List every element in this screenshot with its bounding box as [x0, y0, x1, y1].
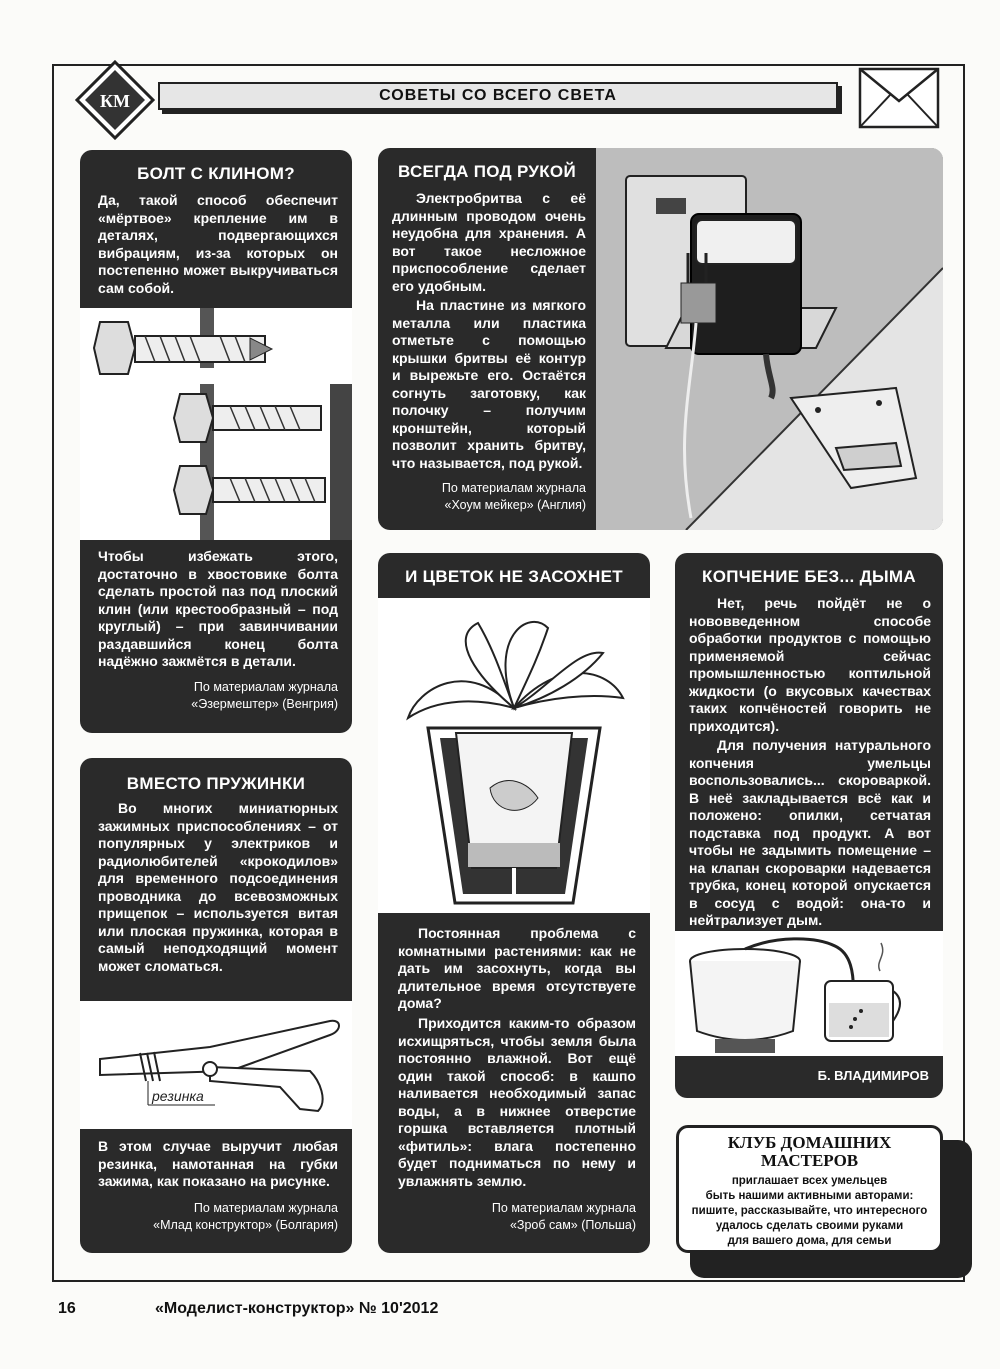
article-flower [378, 553, 650, 1253]
article-shaver-source-line1: По материалам журнала [441, 481, 586, 495]
club-line: пишите, рассказывайте, что интересного [691, 1205, 928, 1217]
logo-letters: КМ [99, 91, 131, 111]
article-bolt [80, 150, 352, 733]
article-shaver-source-line2: «Хоум мейкер» (Англия) [444, 498, 586, 512]
article-smoke-title: КОПЧЕНИЕ БЕЗ... ДЫМА [702, 567, 916, 586]
article-smoke-para1: Нет, речь пойдёт не о нововведенном способе обработки продуктов с помощью применяемой сейчас промышленностью коптильной жидкости (о вкусовых качествах таких копчёностей говорить не приходится). [689, 595, 931, 734]
article-bolt-source-line1: По материалам журнала [193, 680, 338, 694]
article-spring-title: ВМЕСТО ПРУЖИНКИ [126, 774, 306, 793]
article-flower-para1: Постоянная проблема с комнатными растениями: как не дать им засохнуть, когда вы длительное время отсутствуете дома? [398, 925, 636, 1011]
article-spring-body: В этом случае выручит любая резинка, намотанная на губки зажима, как показано на рисунке. [98, 1138, 338, 1189]
club-line: удалось сделать своими руками [715, 1220, 904, 1232]
article-bolt-body: Чтобы избежать этого, достаточно в хвостовике болта сделать простой паз под плоский клин (или крестообразный – под круглый) – при завинчивании раздавшийся конец болта надёжно зажмётся в детали. [98, 548, 338, 669]
article-spring-source-line2: «Млад конструктор» (Болгария) [153, 1218, 338, 1232]
club-title-line1: КЛУБ ДОМАШНИХ [727, 1133, 892, 1152]
article-bolt-intro: Да, такой способ обеспечит «мёртвое» крепление им в деталях, подвергающихся вибрациям, из-за которых он постепенно может выкручиваться сам собой. [98, 192, 338, 296]
club-title-line2: МАСТЕРОВ [760, 1151, 859, 1170]
article-smoke-author: Б. ВЛАДИМИРОВ [817, 1068, 929, 1083]
smoke-illustration [675, 931, 943, 1056]
club-line: быть нашими активными авторами: [705, 1190, 914, 1202]
magazine-logo-icon [75, 60, 155, 140]
shaver-drawing [596, 148, 943, 530]
bolt-drawing [80, 308, 352, 540]
article-smoke-para2: Для получения натурального копчения умельцы воспользовались... скороваркой. В неё закладывается всё как и положено: опилки, сетчатая подставка под продукт. А вот чтобы не задымить помещение – на клапан скороварки надевается трубка, конец которой опускается в сосуд с водой: она-то и нейтрализует дым. [689, 737, 931, 928]
article-bolt-source-line2: «Эзермештер» (Венгрия) [191, 697, 338, 711]
article-flower-para2: Приходится каким-то образом исхищряться, чтобы земля была постоянно влажной. Вот ещё один такой способ: в кашпо наливается необходимый запас воды, а в нижнее отверстие горшка вставляется плотный «фитиль»: влага постепенно будет подниматься по нему и увлажнять землю. [398, 1015, 636, 1189]
pressure-cooker-drawing [675, 931, 943, 1056]
section-header [158, 82, 838, 110]
spring-illustration [80, 1001, 352, 1129]
article-shaver-para2: На пластине из мягкого металла или пластика отметьте с помощью крышки бритвы её контур и вырежьте его. Остаётся согнуть заготовку, как полочку – получим кронштейн, который позволит хранить бритву, что называется, под рукой. [392, 297, 586, 471]
article-spring [80, 758, 352, 1253]
magazine-issue: «Моделист-конструктор» № 10'2012 [155, 1300, 439, 1317]
flower-pot-drawing [378, 598, 650, 913]
article-flower-title: И ЦВЕТОК НЕ ЗАСОХНЕТ [405, 567, 623, 586]
club-box [676, 1125, 943, 1253]
article-shaver [378, 148, 943, 530]
rubber-band-label: резинка [152, 1088, 204, 1104]
article-bolt-title: БОЛТ С КЛИНОМ? [137, 164, 295, 183]
shaver-illustration [596, 148, 943, 530]
club-line: для вашего дома, для семьи [727, 1235, 892, 1247]
club-line: приглашает всех умельцев [731, 1175, 888, 1187]
article-spring-source-line1: По материалам журнала [193, 1201, 338, 1215]
bolt-illustration [80, 308, 352, 540]
clamp-drawing [80, 1001, 352, 1129]
article-shaver-title: ВСЕГДА ПОД РУКОЙ [398, 162, 576, 181]
page-number: 16 [58, 1300, 76, 1317]
article-smoke [675, 553, 943, 1098]
flower-illustration [378, 598, 650, 913]
section-title: СОВЕТЫ СО ВСЕГО СВЕТА [379, 87, 617, 104]
article-flower-source-line1: По материалам журнала [491, 1201, 636, 1215]
article-spring-intro: Во многих миниатюрных зажимных приспособлениях – от популярных у электриков и радиолюбителей «крокодилов» для временного подсоединения проводника до всевозможных прищепок – используется витая или плоская пружинка, которая в самый неподходящий момент может сломаться. [98, 800, 338, 974]
envelope-icon [858, 63, 942, 131]
article-shaver-para1: Электробритва с её длинным проводом очень неудобна для хранения. А вот такое несложное приспособление сделает его удобным. [392, 190, 586, 294]
article-flower-source-line2: «Зроб сам» (Польша) [509, 1218, 636, 1232]
